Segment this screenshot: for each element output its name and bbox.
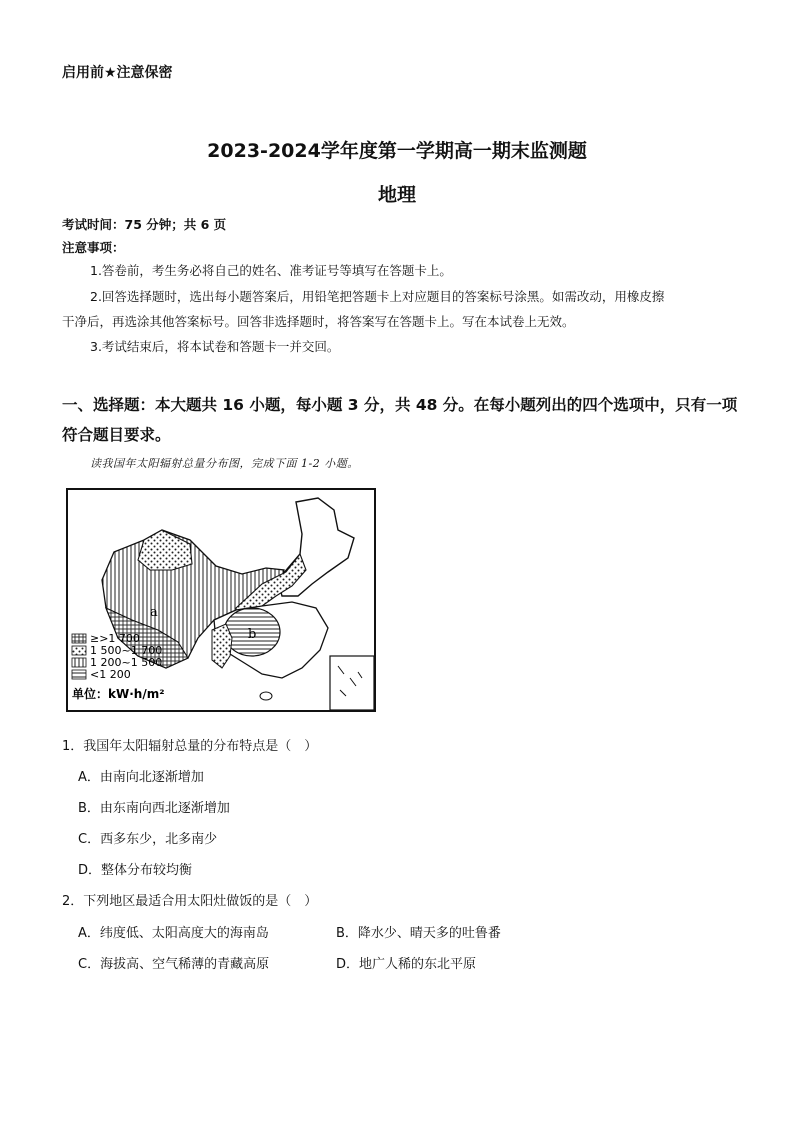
legend-label-3: 1 200~1 500	[90, 656, 163, 669]
notice-item: 2.回答选择题时，选出每小题答案后，用铅笔把答题卡上对应题目的答案标号涂黑。如需改动，用橡皮擦	[90, 289, 665, 304]
exam-time-pages: 考试时间：75 分钟；共 6 页	[62, 217, 227, 232]
question-2-option-a[interactable]: A．纬度低、太阳高度大的海南岛	[78, 926, 269, 941]
legend-label-2: 1 500~1 700	[90, 644, 163, 657]
legend-swatch-3	[72, 658, 86, 667]
map-label-b: b	[248, 627, 257, 642]
solar-radiation-map	[66, 488, 376, 712]
subject-title: 地理	[377, 184, 416, 206]
notice-item: 3.考试结束后，将本试卷和答题卡一并交回。	[90, 339, 340, 354]
question-1-stem: 1．我国年太阳辐射总量的分布特点是（ ）	[62, 739, 318, 754]
question-2-option-d[interactable]: D．地广人稀的东北平原	[336, 957, 477, 972]
question-1-option-d[interactable]: D．整体分布较均衡	[78, 863, 193, 878]
legend-unit: 单位：kW·h/m²	[72, 687, 165, 701]
question-1-option-a[interactable]: A．由南向北逐渐增加	[78, 770, 204, 785]
legend-swatch-2	[72, 646, 86, 655]
legend-swatch-1	[72, 634, 86, 643]
map-label-a: a	[150, 605, 158, 620]
question-2-option-b[interactable]: B．降水少、晴天多的吐鲁番	[336, 926, 501, 941]
legend-text-1: >1 700	[99, 632, 140, 645]
notice-item: 1.答卷前，考生务必将自己的姓名、准考证号等填写在答题卡上。	[90, 263, 452, 278]
hainan-island	[260, 692, 272, 700]
question-2-stem: 2．下列地区最适合用太阳灶做饭的是（ ）	[62, 894, 318, 909]
south-sea-inset	[330, 656, 374, 710]
exam-title: 2023-2024学年度第一学期高一期末监测题	[207, 140, 587, 162]
notice-item-continued: 干净后，再选涂其他答案标号。回答非选择题时，将答案写在答题卡上。写在本试卷上无效。	[62, 314, 575, 329]
question-intro: 读我国年太阳辐射总量分布图，完成下面 1-2 小题。	[90, 457, 359, 470]
section-heading: 一、选择题：本大题共 16 小题，每小题 3 分，共 48 分。在每小题列出的四个选项中，只有一项符合题目要求。	[62, 396, 738, 444]
legend-swatch-4	[72, 670, 86, 679]
question-2-option-c[interactable]: C．海拔高、空气稀薄的青藏高原	[78, 957, 270, 972]
question-1-option-b[interactable]: B．由东南向西北逐渐增加	[78, 801, 230, 816]
notice-heading: 注意事项：	[62, 240, 125, 255]
legend-prefix-ge: ≥	[90, 632, 100, 645]
legend-label-4: <1 200	[90, 668, 131, 681]
confidential-label: 启用前★注意保密	[62, 65, 173, 81]
question-1-option-c[interactable]: C．西多东少，北多南少	[78, 832, 218, 847]
